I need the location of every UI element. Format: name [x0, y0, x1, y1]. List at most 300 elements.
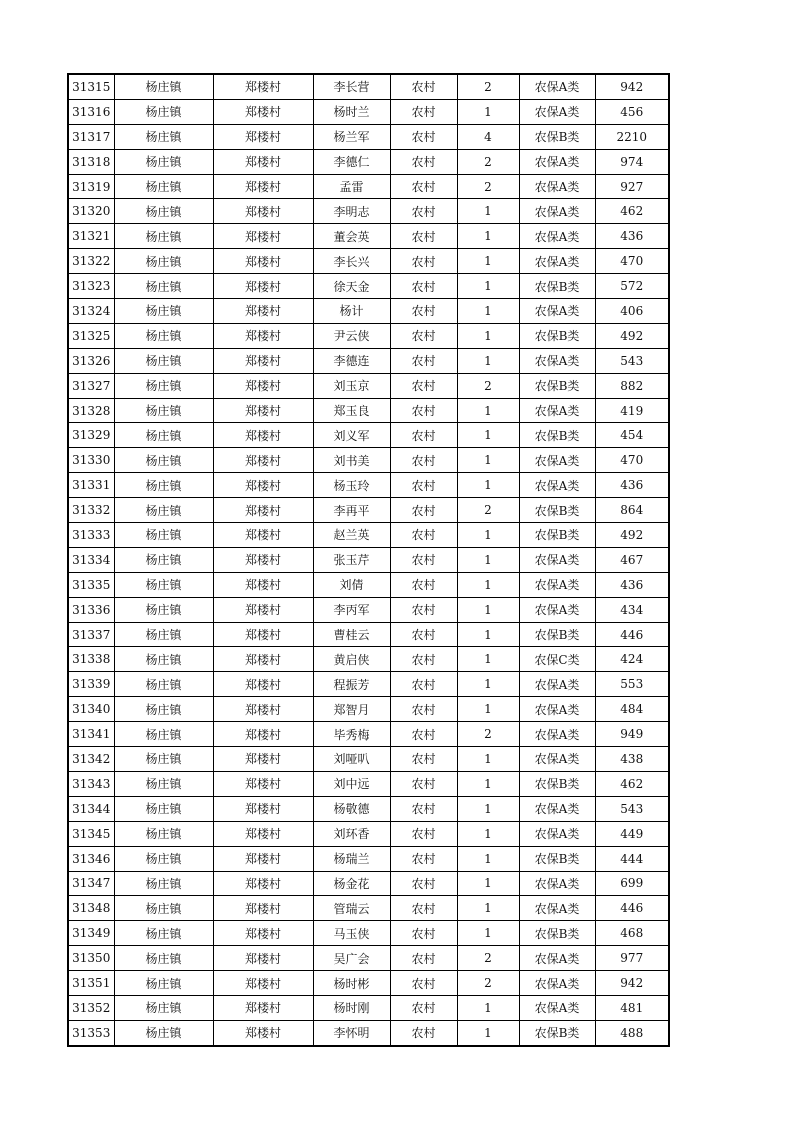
- member-count-cell: 1: [457, 647, 519, 672]
- amount-cell: 942: [595, 74, 669, 99]
- amount-cell: 456: [595, 99, 669, 124]
- village-cell: 郑楼村: [213, 149, 313, 174]
- person-name-cell: 刘义军: [313, 423, 390, 448]
- record-id-cell: 31339: [68, 672, 114, 697]
- insurance-category-cell: 农保B类: [519, 498, 595, 523]
- record-id-cell: 31319: [68, 174, 114, 199]
- record-id-cell: 31320: [68, 199, 114, 224]
- insurance-category-cell: 农保B类: [519, 846, 595, 871]
- town-cell: 杨庄镇: [114, 722, 213, 747]
- person-name-cell: 管瑞云: [313, 896, 390, 921]
- household-type-cell: 农村: [390, 224, 457, 249]
- member-count-cell: 2: [457, 373, 519, 398]
- village-cell: 郑楼村: [213, 995, 313, 1020]
- amount-cell: 462: [595, 771, 669, 796]
- village-cell: 郑楼村: [213, 846, 313, 871]
- person-name-cell: 杨金花: [313, 871, 390, 896]
- household-type-cell: 农村: [390, 722, 457, 747]
- table-row: [68, 821, 669, 846]
- table-row: [68, 199, 669, 224]
- member-count-cell: 1: [457, 995, 519, 1020]
- table-row: [68, 946, 669, 971]
- village-cell: 郑楼村: [213, 523, 313, 548]
- insurance-category-cell: 农保A类: [519, 672, 595, 697]
- table-row: [68, 99, 669, 124]
- town-cell: 杨庄镇: [114, 771, 213, 796]
- insurance-category-cell: 农保A类: [519, 348, 595, 373]
- person-name-cell: 孟雷: [313, 174, 390, 199]
- person-name-cell: 郑玉良: [313, 398, 390, 423]
- village-cell: 郑楼村: [213, 299, 313, 324]
- amount-cell: 572: [595, 274, 669, 299]
- household-type-cell: 农村: [390, 523, 457, 548]
- person-name-cell: 李再平: [313, 498, 390, 523]
- amount-cell: 2210: [595, 124, 669, 149]
- person-name-cell: 杨时刚: [313, 995, 390, 1020]
- village-cell: 郑楼村: [213, 498, 313, 523]
- town-cell: 杨庄镇: [114, 1020, 213, 1045]
- member-count-cell: 2: [457, 74, 519, 99]
- town-cell: 杨庄镇: [114, 149, 213, 174]
- insurance-category-cell: 农保B类: [519, 523, 595, 548]
- member-count-cell: 2: [457, 174, 519, 199]
- table-row: [68, 921, 669, 946]
- village-cell: 郑楼村: [213, 896, 313, 921]
- insurance-category-cell: 农保A类: [519, 796, 595, 821]
- member-count-cell: 1: [457, 323, 519, 348]
- table-row: [68, 722, 669, 747]
- member-count-cell: 1: [457, 348, 519, 373]
- person-name-cell: 李明志: [313, 199, 390, 224]
- town-cell: 杨庄镇: [114, 846, 213, 871]
- table-row: [68, 448, 669, 473]
- person-name-cell: 刘玉京: [313, 373, 390, 398]
- village-cell: 郑楼村: [213, 423, 313, 448]
- household-type-cell: 农村: [390, 896, 457, 921]
- member-count-cell: 1: [457, 99, 519, 124]
- table-row: [68, 498, 669, 523]
- table-row: [68, 149, 669, 174]
- member-count-cell: 1: [457, 448, 519, 473]
- record-id-cell: 31340: [68, 697, 114, 722]
- member-count-cell: 1: [457, 622, 519, 647]
- member-count-cell: 2: [457, 971, 519, 996]
- town-cell: 杨庄镇: [114, 74, 213, 99]
- amount-cell: 942: [595, 971, 669, 996]
- insurance-category-cell: 农保A类: [519, 971, 595, 996]
- household-type-cell: 农村: [390, 796, 457, 821]
- record-id-cell: 31333: [68, 523, 114, 548]
- amount-cell: 543: [595, 796, 669, 821]
- record-id-cell: 31317: [68, 124, 114, 149]
- amount-cell: 492: [595, 523, 669, 548]
- record-id-cell: 31343: [68, 771, 114, 796]
- person-name-cell: 李德仁: [313, 149, 390, 174]
- insurance-category-cell: 农保A类: [519, 821, 595, 846]
- roster-table: [67, 73, 670, 1047]
- village-cell: 郑楼村: [213, 796, 313, 821]
- amount-cell: 467: [595, 547, 669, 572]
- amount-cell: 446: [595, 622, 669, 647]
- amount-cell: 462: [595, 199, 669, 224]
- member-count-cell: 1: [457, 473, 519, 498]
- insurance-category-cell: 农保A类: [519, 473, 595, 498]
- insurance-category-cell: 农保A类: [519, 896, 595, 921]
- member-count-cell: 1: [457, 572, 519, 597]
- table-row: [68, 622, 669, 647]
- insurance-category-cell: 农保A类: [519, 398, 595, 423]
- amount-cell: 438: [595, 747, 669, 772]
- household-type-cell: 农村: [390, 697, 457, 722]
- village-cell: 郑楼村: [213, 572, 313, 597]
- insurance-category-cell: 农保A类: [519, 547, 595, 572]
- town-cell: 杨庄镇: [114, 547, 213, 572]
- person-name-cell: 李长营: [313, 74, 390, 99]
- village-cell: 郑楼村: [213, 174, 313, 199]
- household-type-cell: 农村: [390, 846, 457, 871]
- town-cell: 杨庄镇: [114, 274, 213, 299]
- table-row: [68, 747, 669, 772]
- household-type-cell: 农村: [390, 74, 457, 99]
- table-row: [68, 846, 669, 871]
- village-cell: 郑楼村: [213, 224, 313, 249]
- town-cell: 杨庄镇: [114, 323, 213, 348]
- household-type-cell: 农村: [390, 622, 457, 647]
- insurance-category-cell: 农保B类: [519, 274, 595, 299]
- table-row: [68, 896, 669, 921]
- village-cell: 郑楼村: [213, 722, 313, 747]
- insurance-category-cell: 农保A类: [519, 224, 595, 249]
- household-type-cell: 农村: [390, 821, 457, 846]
- town-cell: 杨庄镇: [114, 99, 213, 124]
- member-count-cell: 1: [457, 697, 519, 722]
- record-id-cell: 31315: [68, 74, 114, 99]
- table-row: [68, 647, 669, 672]
- insurance-category-cell: 农保B类: [519, 921, 595, 946]
- record-id-cell: 31342: [68, 747, 114, 772]
- amount-cell: 481: [595, 995, 669, 1020]
- town-cell: 杨庄镇: [114, 448, 213, 473]
- person-name-cell: 吴广会: [313, 946, 390, 971]
- member-count-cell: 1: [457, 423, 519, 448]
- village-cell: 郑楼村: [213, 547, 313, 572]
- person-name-cell: 杨敬德: [313, 796, 390, 821]
- amount-cell: 949: [595, 722, 669, 747]
- amount-cell: 444: [595, 846, 669, 871]
- record-id-cell: 31344: [68, 796, 114, 821]
- member-count-cell: 1: [457, 871, 519, 896]
- record-id-cell: 31329: [68, 423, 114, 448]
- town-cell: 杨庄镇: [114, 697, 213, 722]
- household-type-cell: 农村: [390, 672, 457, 697]
- town-cell: 杨庄镇: [114, 199, 213, 224]
- household-type-cell: 农村: [390, 771, 457, 796]
- household-type-cell: 农村: [390, 274, 457, 299]
- household-type-cell: 农村: [390, 249, 457, 274]
- record-id-cell: 31352: [68, 995, 114, 1020]
- table-row: [68, 249, 669, 274]
- person-name-cell: 李长兴: [313, 249, 390, 274]
- household-type-cell: 农村: [390, 323, 457, 348]
- village-cell: 郑楼村: [213, 249, 313, 274]
- amount-cell: 974: [595, 149, 669, 174]
- member-count-cell: 1: [457, 921, 519, 946]
- record-id-cell: 31348: [68, 896, 114, 921]
- record-id-cell: 31328: [68, 398, 114, 423]
- household-type-cell: 农村: [390, 946, 457, 971]
- insurance-category-cell: 农保A类: [519, 697, 595, 722]
- town-cell: 杨庄镇: [114, 373, 213, 398]
- record-id-cell: 31349: [68, 921, 114, 946]
- household-type-cell: 农村: [390, 871, 457, 896]
- household-type-cell: 农村: [390, 597, 457, 622]
- member-count-cell: 1: [457, 821, 519, 846]
- member-count-cell: 1: [457, 597, 519, 622]
- insurance-category-cell: 农保A类: [519, 995, 595, 1020]
- amount-cell: 468: [595, 921, 669, 946]
- town-cell: 杨庄镇: [114, 299, 213, 324]
- table-row: [68, 124, 669, 149]
- record-id-cell: 31347: [68, 871, 114, 896]
- person-name-cell: 毕秀梅: [313, 722, 390, 747]
- amount-cell: 543: [595, 348, 669, 373]
- member-count-cell: 1: [457, 846, 519, 871]
- person-name-cell: 刘书美: [313, 448, 390, 473]
- person-name-cell: 刘倩: [313, 572, 390, 597]
- town-cell: 杨庄镇: [114, 821, 213, 846]
- village-cell: 郑楼村: [213, 597, 313, 622]
- amount-cell: 446: [595, 896, 669, 921]
- insurance-category-cell: 农保A类: [519, 174, 595, 199]
- town-cell: 杨庄镇: [114, 398, 213, 423]
- table-row: [68, 995, 669, 1020]
- record-id-cell: 31350: [68, 946, 114, 971]
- table-row: [68, 348, 669, 373]
- village-cell: 郑楼村: [213, 274, 313, 299]
- record-id-cell: 31334: [68, 547, 114, 572]
- household-type-cell: 农村: [390, 99, 457, 124]
- member-count-cell: 2: [457, 498, 519, 523]
- person-name-cell: 赵兰英: [313, 523, 390, 548]
- table-row: [68, 323, 669, 348]
- table-row: [68, 871, 669, 896]
- town-cell: 杨庄镇: [114, 498, 213, 523]
- member-count-cell: 1: [457, 771, 519, 796]
- person-name-cell: 刘环香: [313, 821, 390, 846]
- amount-cell: 406: [595, 299, 669, 324]
- person-name-cell: 杨玉玲: [313, 473, 390, 498]
- town-cell: 杨庄镇: [114, 174, 213, 199]
- insurance-category-cell: 农保B类: [519, 1020, 595, 1045]
- amount-cell: 470: [595, 448, 669, 473]
- insurance-category-cell: 农保A类: [519, 722, 595, 747]
- village-cell: 郑楼村: [213, 672, 313, 697]
- table-row: [68, 473, 669, 498]
- amount-cell: 977: [595, 946, 669, 971]
- town-cell: 杨庄镇: [114, 597, 213, 622]
- village-cell: 郑楼村: [213, 323, 313, 348]
- town-cell: 杨庄镇: [114, 249, 213, 274]
- town-cell: 杨庄镇: [114, 423, 213, 448]
- household-type-cell: 农村: [390, 174, 457, 199]
- table-row: [68, 74, 669, 99]
- member-count-cell: 4: [457, 124, 519, 149]
- table-row: [68, 299, 669, 324]
- amount-cell: 470: [595, 249, 669, 274]
- insurance-category-cell: 农保B类: [519, 771, 595, 796]
- town-cell: 杨庄镇: [114, 896, 213, 921]
- town-cell: 杨庄镇: [114, 995, 213, 1020]
- insurance-category-cell: 农保A类: [519, 572, 595, 597]
- amount-cell: 436: [595, 224, 669, 249]
- person-name-cell: 杨时兰: [313, 99, 390, 124]
- village-cell: 郑楼村: [213, 946, 313, 971]
- amount-cell: 553: [595, 672, 669, 697]
- insurance-category-cell: 农保B类: [519, 423, 595, 448]
- insurance-category-cell: 农保B类: [519, 373, 595, 398]
- household-type-cell: 农村: [390, 149, 457, 174]
- amount-cell: 454: [595, 423, 669, 448]
- table-body: [68, 74, 669, 1046]
- table-row: [68, 224, 669, 249]
- town-cell: 杨庄镇: [114, 124, 213, 149]
- town-cell: 杨庄镇: [114, 796, 213, 821]
- village-cell: 郑楼村: [213, 921, 313, 946]
- record-id-cell: 31330: [68, 448, 114, 473]
- insurance-category-cell: 农保A类: [519, 149, 595, 174]
- person-name-cell: 黄启侠: [313, 647, 390, 672]
- town-cell: 杨庄镇: [114, 473, 213, 498]
- member-count-cell: 1: [457, 224, 519, 249]
- insurance-category-cell: 农保C类: [519, 647, 595, 672]
- member-count-cell: 1: [457, 747, 519, 772]
- household-type-cell: 农村: [390, 124, 457, 149]
- person-name-cell: 郑智月: [313, 697, 390, 722]
- record-id-cell: 31346: [68, 846, 114, 871]
- household-type-cell: 农村: [390, 448, 457, 473]
- amount-cell: 424: [595, 647, 669, 672]
- record-id-cell: 31335: [68, 572, 114, 597]
- amount-cell: 864: [595, 498, 669, 523]
- member-count-cell: 1: [457, 896, 519, 921]
- village-cell: 郑楼村: [213, 697, 313, 722]
- record-id-cell: 31345: [68, 821, 114, 846]
- person-name-cell: 尹云侠: [313, 323, 390, 348]
- table-row: [68, 174, 669, 199]
- person-name-cell: 程振芳: [313, 672, 390, 697]
- town-cell: 杨庄镇: [114, 224, 213, 249]
- table-row: [68, 523, 669, 548]
- household-type-cell: 农村: [390, 423, 457, 448]
- record-id-cell: 31325: [68, 323, 114, 348]
- record-id-cell: 31332: [68, 498, 114, 523]
- table-row: [68, 274, 669, 299]
- person-name-cell: 李德连: [313, 348, 390, 373]
- village-cell: 郑楼村: [213, 373, 313, 398]
- table-row: [68, 423, 669, 448]
- record-id-cell: 31337: [68, 622, 114, 647]
- town-cell: 杨庄镇: [114, 348, 213, 373]
- household-type-cell: 农村: [390, 373, 457, 398]
- insurance-category-cell: 农保B类: [519, 323, 595, 348]
- record-id-cell: 31327: [68, 373, 114, 398]
- insurance-category-cell: 农保B类: [519, 124, 595, 149]
- insurance-category-cell: 农保A类: [519, 946, 595, 971]
- village-cell: 郑楼村: [213, 348, 313, 373]
- person-name-cell: 徐天金: [313, 274, 390, 299]
- record-id-cell: 31321: [68, 224, 114, 249]
- record-id-cell: 31338: [68, 647, 114, 672]
- table-row: [68, 971, 669, 996]
- town-cell: 杨庄镇: [114, 921, 213, 946]
- record-id-cell: 31351: [68, 971, 114, 996]
- person-name-cell: 杨瑞兰: [313, 846, 390, 871]
- table-row: [68, 373, 669, 398]
- table-row: [68, 398, 669, 423]
- village-cell: 郑楼村: [213, 199, 313, 224]
- person-name-cell: 李怀明: [313, 1020, 390, 1045]
- amount-cell: 436: [595, 473, 669, 498]
- member-count-cell: 1: [457, 547, 519, 572]
- village-cell: 郑楼村: [213, 971, 313, 996]
- person-name-cell: 曹桂云: [313, 622, 390, 647]
- insurance-category-cell: 农保A类: [519, 74, 595, 99]
- amount-cell: 434: [595, 597, 669, 622]
- person-name-cell: 杨计: [313, 299, 390, 324]
- member-count-cell: 1: [457, 523, 519, 548]
- household-type-cell: 农村: [390, 971, 457, 996]
- household-type-cell: 农村: [390, 547, 457, 572]
- village-cell: 郑楼村: [213, 448, 313, 473]
- village-cell: 郑楼村: [213, 647, 313, 672]
- member-count-cell: 1: [457, 199, 519, 224]
- record-id-cell: 31324: [68, 299, 114, 324]
- person-name-cell: 刘哑叭: [313, 747, 390, 772]
- insurance-category-cell: 农保A类: [519, 99, 595, 124]
- table-row: [68, 771, 669, 796]
- household-type-cell: 农村: [390, 747, 457, 772]
- household-type-cell: 农村: [390, 398, 457, 423]
- table-row: [68, 1020, 669, 1045]
- table-row: [68, 572, 669, 597]
- village-cell: 郑楼村: [213, 398, 313, 423]
- household-type-cell: 农村: [390, 921, 457, 946]
- insurance-category-cell: 农保A类: [519, 448, 595, 473]
- amount-cell: 927: [595, 174, 669, 199]
- record-id-cell: 31322: [68, 249, 114, 274]
- village-cell: 郑楼村: [213, 747, 313, 772]
- record-id-cell: 31316: [68, 99, 114, 124]
- insurance-category-cell: 农保A类: [519, 249, 595, 274]
- town-cell: 杨庄镇: [114, 523, 213, 548]
- record-id-cell: 31331: [68, 473, 114, 498]
- town-cell: 杨庄镇: [114, 747, 213, 772]
- record-id-cell: 31336: [68, 597, 114, 622]
- record-id-cell: 31353: [68, 1020, 114, 1045]
- member-count-cell: 1: [457, 249, 519, 274]
- amount-cell: 488: [595, 1020, 669, 1045]
- amount-cell: 699: [595, 871, 669, 896]
- town-cell: 杨庄镇: [114, 871, 213, 896]
- village-cell: 郑楼村: [213, 771, 313, 796]
- town-cell: 杨庄镇: [114, 622, 213, 647]
- village-cell: 郑楼村: [213, 622, 313, 647]
- member-count-cell: 2: [457, 946, 519, 971]
- person-name-cell: 杨时彬: [313, 971, 390, 996]
- household-type-cell: 农村: [390, 473, 457, 498]
- member-count-cell: 1: [457, 299, 519, 324]
- household-type-cell: 农村: [390, 199, 457, 224]
